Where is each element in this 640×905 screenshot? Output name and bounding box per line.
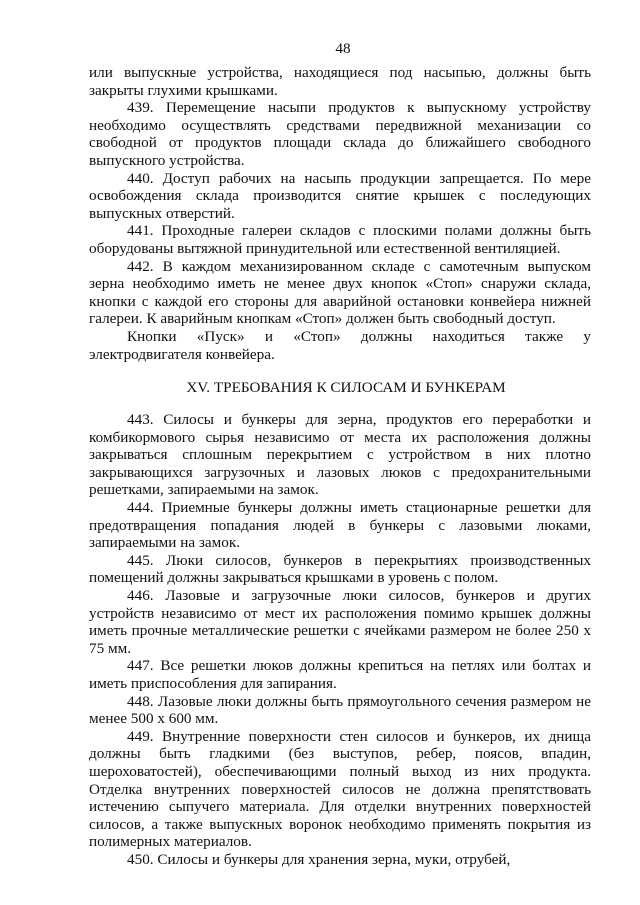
paragraph-444: 444. Приемные бункеры должны иметь стационарные решетки для предотвращения попадания людей в бункеры с лазовыми люками, запираемыми на замок. bbox=[89, 499, 591, 552]
paragraph-442: 442. В каждом механизированном складе с самотечным выпуском зерна необходимо иметь не менее двух кнопок «Стоп» снаружи склада, кнопки с каждой его стороны для аварийной остановки конвейера нижней галереи. К аварийным кнопкам «Стоп» должен быть свободный доступ. bbox=[89, 257, 591, 328]
paragraph-continuation: или выпускные устройства, находящиеся под насыпью, должны быть закрыты глухими крышками. bbox=[89, 64, 591, 99]
paragraph-449: 449. Внутренние поверхности стен силосов и бункеров, их днища должны быть гладкими (без выступов, ребер, поясов, впадин, шероховатостей), обеспечивающими полный выход из них продукта. Отделка внутренних поверхностей силосов не должна препятствовать истечению сыпучего материала. Для отделки внутренних поверхностей силосов, а также выпускных воронок необходимо применять покрытия из полимерных материалов. bbox=[89, 727, 591, 851]
section-title: XV. ТРЕБОВАНИЯ К СИЛОСАМ И БУНКЕРАМ bbox=[186, 379, 506, 397]
paragraph-439: 439. Перемещение насыпи продуктов к выпускному устройству необходимо осуществлять средствами передвижной механизации со свободной от продуктов площади склада до ближайшего свободного выпускного устройства. bbox=[89, 99, 591, 169]
page-number: 48 bbox=[335, 40, 351, 57]
paragraph-443: 443. Силосы и бункеры для зерна, продуктов его переработки и комбикормового сырья независимо от места их расположения должны закрываться сплошным перекрытием с устройством в них плотно закрывающихся загрузочных и лазовых люков с предохранительными решетками, запираемыми на замок. bbox=[89, 411, 591, 499]
paragraph-447: 447. Все решетки люков должны крепиться на петлях или болтах и иметь приспособления для запирания. bbox=[89, 657, 591, 692]
paragraph-441: 441. Проходные галереи складов с плоскими полами должны быть оборудованы вытяжной принудительной или естественной вентиляцией. bbox=[89, 222, 591, 257]
paragraph-440: 440. Доступ рабочих на насыпь продукции запрещается. По мере освобождения склада производится снятие крышек с последующих выпускных отверстий. bbox=[89, 169, 591, 222]
paragraph-448: 448. Лазовые люки должны быть прямоугольного сечения размером не менее 500 х 600 мм. bbox=[89, 692, 591, 728]
paragraph-445: 445. Люки силосов, бункеров в перекрытиях производственных помещений должны закрываться крышками в уровень с полом. bbox=[89, 551, 591, 587]
paragraph-446: 446. Лазовые и загрузочные люки силосов, бункеров и других устройств независимо от мест их расположения помимо крышек должны иметь прочные металлические решетки с ячейками размером не более 250 х 75 мм. bbox=[89, 587, 591, 657]
silos-section bbox=[89, 411, 591, 868]
intro-section bbox=[89, 64, 591, 363]
paragraph-buttons-note: Кнопки «Пуск» и «Стоп» должны находиться также у электродвигателя конвейера. bbox=[89, 327, 591, 363]
paragraph-450: 450. Силосы и бункеры для хранения зерна, муки, отрубей, bbox=[127, 850, 511, 868]
document-page bbox=[89, 40, 591, 869]
